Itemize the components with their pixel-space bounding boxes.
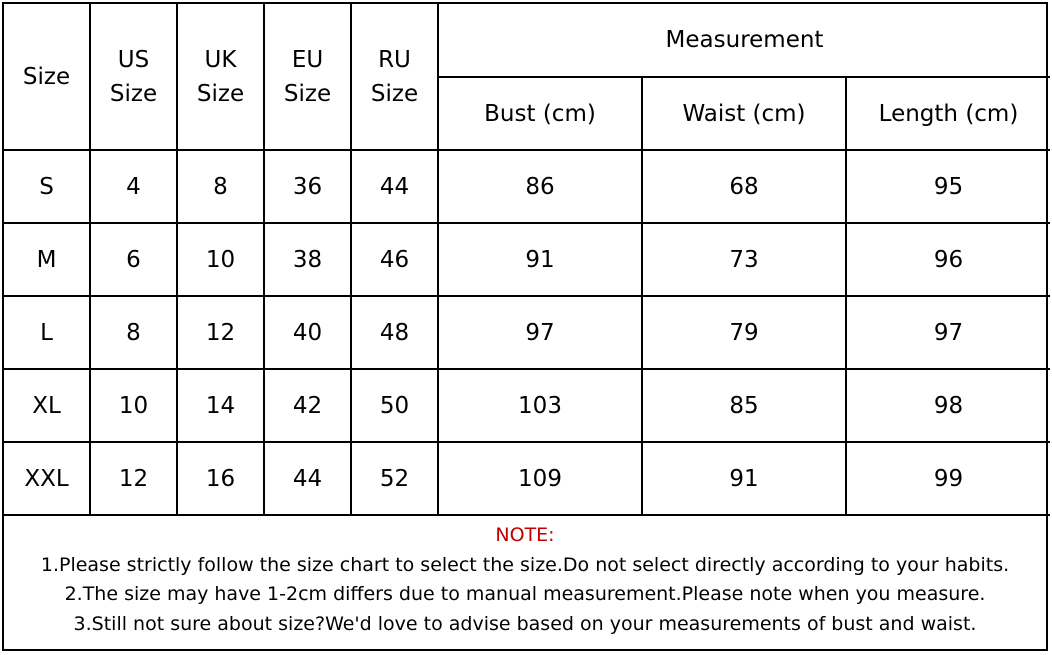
header-ru-label: RU — [378, 46, 411, 73]
cell-uk: 16 — [177, 442, 264, 515]
cell-eu: 44 — [264, 442, 351, 515]
cell-size: M — [4, 223, 90, 296]
cell-length: 95 — [846, 150, 1050, 223]
cell-us: 12 — [90, 442, 177, 515]
size-chart — [2, 2, 1048, 651]
table-row — [4, 223, 1050, 296]
cell-waist: 68 — [642, 150, 846, 223]
cell-bust: 91 — [438, 223, 642, 296]
header-uk-label: UK — [204, 46, 237, 73]
header-bust: Bust (cm) — [438, 77, 642, 150]
cell-ru: 44 — [351, 150, 438, 223]
cell-us: 6 — [90, 223, 177, 296]
cell-bust: 86 — [438, 150, 642, 223]
table-row — [4, 442, 1050, 515]
cell-size: XL — [4, 369, 90, 442]
note-line-3: 3.Still not sure about size?We'd love to advise based on your measurements of bust and waist. — [73, 612, 977, 635]
header-size-label: Size — [22, 63, 71, 90]
cell-us: 10 — [90, 369, 177, 442]
header-eu-size — [264, 4, 351, 150]
header-ru-size-label: Size — [370, 80, 419, 107]
note-title: NOTE: — [495, 524, 555, 546]
header-eu-label: EU — [291, 46, 324, 73]
header-length: Length (cm) — [846, 77, 1050, 150]
cell-length: 99 — [846, 442, 1050, 515]
cell-waist: 91 — [642, 442, 846, 515]
header-us-label: US — [117, 46, 150, 73]
cell-eu: 40 — [264, 296, 351, 369]
cell-uk: 14 — [177, 369, 264, 442]
header-uk-size-label: Size — [196, 80, 245, 107]
table-row — [4, 369, 1050, 442]
cell-ru: 50 — [351, 369, 438, 442]
cell-uk: 12 — [177, 296, 264, 369]
size-table — [4, 4, 1050, 516]
cell-bust: 103 — [438, 369, 642, 442]
cell-waist: 85 — [642, 369, 846, 442]
header-us-size-label: Size — [109, 80, 158, 107]
cell-ru: 46 — [351, 223, 438, 296]
cell-ru: 52 — [351, 442, 438, 515]
header-uk-size — [177, 4, 264, 150]
cell-eu: 42 — [264, 369, 351, 442]
note-line-1: 1.Please strictly follow the size chart to select the size.Do not select directly according to your habits. — [40, 553, 1010, 576]
cell-bust: 97 — [438, 296, 642, 369]
cell-length: 96 — [846, 223, 1050, 296]
cell-size: L — [4, 296, 90, 369]
table-row — [4, 296, 1050, 369]
header-measurement: Measurement — [438, 4, 1050, 77]
cell-size: XXL — [4, 442, 90, 515]
cell-us: 8 — [90, 296, 177, 369]
table-row — [4, 150, 1050, 223]
cell-us: 4 — [90, 150, 177, 223]
cell-ru: 48 — [351, 296, 438, 369]
cell-size: S — [4, 150, 90, 223]
header-size — [4, 4, 90, 150]
notes-section — [4, 516, 1046, 638]
cell-waist: 73 — [642, 223, 846, 296]
note-line-2: 2.The size may have 1-2cm differs due to manual measurement.Please note when you measure. — [64, 583, 986, 605]
cell-eu: 36 — [264, 150, 351, 223]
cell-uk: 10 — [177, 223, 264, 296]
header-eu-size-label: Size — [283, 80, 332, 107]
cell-length: 97 — [846, 296, 1050, 369]
cell-bust: 109 — [438, 442, 642, 515]
cell-uk: 8 — [177, 150, 264, 223]
cell-waist: 79 — [642, 296, 846, 369]
header-row — [4, 4, 1050, 77]
header-us-size — [90, 4, 177, 150]
cell-eu: 38 — [264, 223, 351, 296]
header-ru-size — [351, 4, 438, 150]
cell-length: 98 — [846, 369, 1050, 442]
header-waist: Waist (cm) — [642, 77, 846, 150]
